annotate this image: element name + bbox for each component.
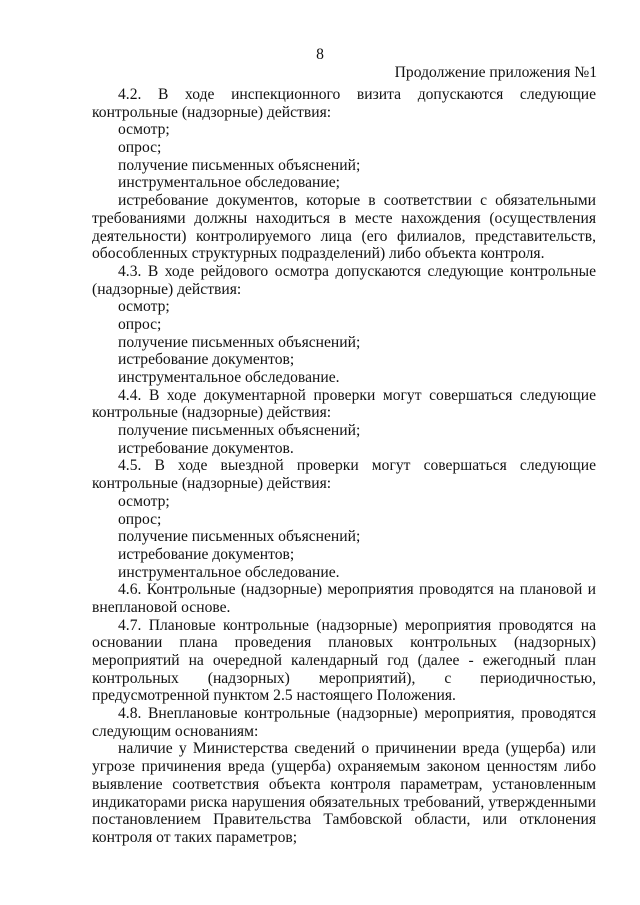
paragraph-first-line: опрос; xyxy=(118,510,162,528)
paragraph-first-line: получение письменных объяснений; xyxy=(118,333,361,351)
paragraph-line: угрозе причинения вреда (ущерба) охраняемым законом ценностям либо xyxy=(92,758,596,776)
paragraph-first-line: истребование документов; xyxy=(118,351,295,369)
paragraph-first-line: осмотр; xyxy=(118,298,170,316)
paragraph-first-line: осмотр; xyxy=(118,121,170,139)
paragraph-line: индикаторами риска нарушения обязательных требований, утвержденными xyxy=(92,793,596,811)
paragraph-first-line: истребование документов; xyxy=(118,545,295,563)
paragraph-line: (надзорные) действия: xyxy=(92,280,242,298)
paragraph-first-line: истребование документов. xyxy=(118,439,294,457)
paragraph-first-line: инструментальное обследование; xyxy=(118,174,340,192)
paragraph-line: следующим основаниям: xyxy=(92,722,259,740)
paragraph-line: основании плана проведения плановых контрольных (надзорных) xyxy=(92,634,596,652)
paragraph-first-line: 4.2. В ходе инспекционного визита допускаются следующие xyxy=(118,86,596,103)
paragraph-first-line: осмотр; xyxy=(118,492,170,510)
document-body xyxy=(92,86,596,847)
paragraph-line: постановлением Правительства Тамбовской области, или отклонения xyxy=(92,811,596,829)
paragraph-first-line: инструментальное обследование. xyxy=(118,563,340,581)
paragraph-line: контрольные (надзорные) действия: xyxy=(92,475,332,493)
paragraph-line: предусмотренной пунктом 2.5 настоящего Положения. xyxy=(92,687,456,705)
paragraph-line: контрольные (надзорные) действия: xyxy=(92,103,332,121)
paragraph-first-line: 4.7. Плановые контрольные (надзорные) мероприятия проводятся на xyxy=(118,616,596,634)
paragraph-first-line: опрос; xyxy=(118,139,162,157)
paragraph-line: деятельности) контролируемого лица (его филиалов, представительств, xyxy=(92,227,596,245)
paragraph-line: контрольных (надзорных) мероприятий), с периодичностью, xyxy=(92,669,596,687)
paragraph-line: внеплановой основе. xyxy=(92,598,231,616)
paragraph-first-line: получение письменных объяснений; xyxy=(118,422,361,440)
paragraph-first-line: 4.5. В ходе выездной проверки могут совершаться следующие xyxy=(118,457,596,475)
paragraph-first-line: 4.3. В ходе рейдового осмотра допускаются следующие контрольные xyxy=(118,262,596,280)
paragraph-line: контроля от таких параметров; xyxy=(92,828,298,846)
paragraph-line: обособленных структурных подразделений) либо объекта контроля. xyxy=(92,245,545,263)
paragraph-line: выявление соответствия объекта контроля параметрам, установленным xyxy=(92,775,596,793)
paragraph-line: контрольные (надзорные) действия: xyxy=(92,404,332,422)
paragraph-first-line: наличие у Министерства сведений о причинении вреда (ущерба) или xyxy=(118,740,596,758)
paragraph-first-line: 4.6. Контрольные (надзорные) мероприятия проводятся на плановой и xyxy=(118,581,596,599)
page-number: 8 xyxy=(316,46,324,63)
paragraph-line: требованиями должны находиться в месте нахождения (осуществления xyxy=(92,209,596,227)
paragraph-first-line: получение письменных объяснений; xyxy=(118,528,361,546)
paragraph-first-line: получение письменных объяснений; xyxy=(118,156,361,174)
paragraph-first-line: истребование документов, которые в соответствии с обязательными xyxy=(118,192,596,210)
continuation-note: Продолжение приложения №1 xyxy=(394,64,597,81)
paragraph-first-line: опрос; xyxy=(118,315,162,333)
paragraph-first-line: инструментальное обследование. xyxy=(118,369,340,386)
paragraph-line: мероприятий на очередной календарный год (далее - ежегодный план xyxy=(92,652,596,669)
paragraph-first-line: 4.4. В ходе документарной проверки могут совершаться следующие xyxy=(118,386,596,404)
paragraph-first-line: 4.8. Внеплановые контрольные (надзорные) мероприятия, проводятся xyxy=(118,705,596,723)
